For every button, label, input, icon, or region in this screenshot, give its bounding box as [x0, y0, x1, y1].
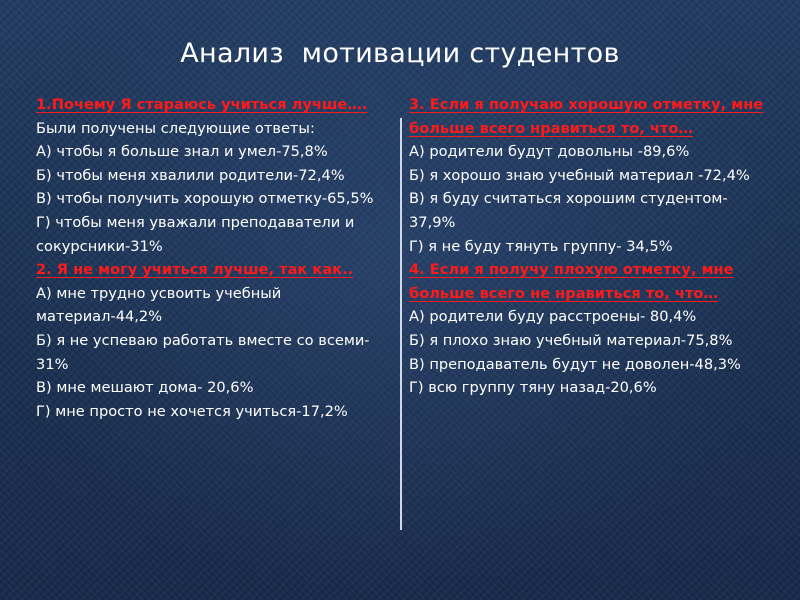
question-3-heading: 3. Если я получаю хорошую отметку, мне больше всего нравиться то, что…: [409, 96, 764, 137]
question-1-answer-b: Б) чтобы меня хвалили родители-72,4%: [36, 166, 345, 184]
question-4-answer-c: В) преподаватель будут не доволен-48,3%: [409, 355, 741, 373]
question-1-answer-d: Г) чтобы меня уважали преподаватели и сокурсники-31%: [36, 213, 355, 255]
column-divider: [400, 118, 402, 530]
question-2-answer-d: Г) мне просто не хочется учиться-17,2%: [36, 402, 348, 420]
question-2-answer-c: В) мне мешают дома- 20,6%: [36, 379, 254, 397]
question-3-answer-b: Б) я хорошо знаю учебный материал -72,4%: [409, 166, 750, 184]
question-4-heading: 4. Если я получу плохую отметку, мне больше всего не нравиться то, что…: [409, 261, 734, 302]
question-3-answer-a: А) родители будут довольны -89,6%: [409, 143, 690, 161]
question-1-intro: Были получены следующие ответы:: [36, 119, 315, 137]
question-2-heading: 2. Я не могу учиться лучше, так как..: [36, 261, 354, 279]
question-4-answer-a: А) родители буду расстроены- 80,4%: [409, 308, 697, 326]
question-2-answer-b: Б) я не успеваю работать вместе со всеми- 31%: [36, 331, 370, 373]
question-4-answer-d: Г) всю группу тяну назад-20,6%: [409, 379, 657, 397]
slide-title: Анализ мотивации студентов: [180, 38, 620, 69]
question-1-answer-a: А) чтобы я больше знал и умел-75,8%: [36, 143, 328, 161]
question-4-answer-b: Б) я плохо знаю учебный материал-75,8%: [409, 331, 733, 349]
left-column: [36, 93, 386, 423]
question-3-answer-d: Г) я не буду тянуть группу- 34,5%: [409, 237, 673, 255]
question-1-answer-c: В) чтобы получить хорошую отметку-65,5%: [36, 190, 374, 208]
right-column: [409, 93, 774, 400]
question-1-heading: 1.Почему Я стараюсь учиться лучше….: [36, 96, 368, 113]
question-2-answer-a: А) мне трудно усвоить учебный материал-44,2%: [36, 284, 282, 326]
question-3-answer-c: В) я буду считаться хорошим студентом- 37,9%: [409, 190, 728, 231]
